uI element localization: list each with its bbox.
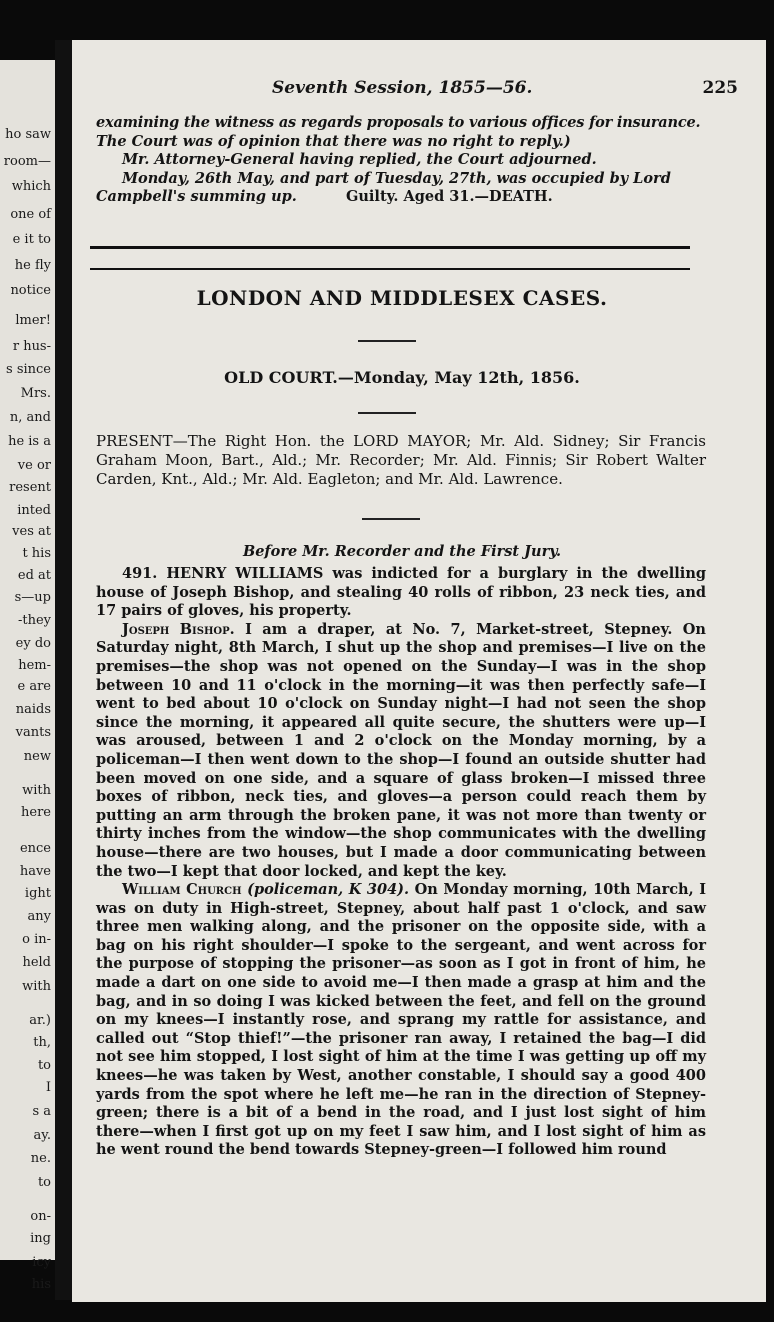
margin-fragment: ves at bbox=[12, 524, 51, 539]
margin-fragment: s since bbox=[6, 362, 51, 377]
margin-fragment: naids bbox=[15, 702, 51, 717]
divider-1 bbox=[358, 340, 416, 342]
prior-line-4: Monday, 26th May, and part of Tuesday, 27th, was occupied by Lord bbox=[122, 169, 671, 187]
present-text: PRESENT—The Right Hon. the LORD MAYOR; Mr. Ald. Sidney; Sir Francis Graham Moon, Bart., Ald.; Mr. Recorder; Mr. Ald. Finnis; Sir Robert Walter Carden, Knt., Ald.; Mr. Ald. Eagleton; and Mr. Ald. Lawrence. bbox=[96, 432, 706, 488]
margin-fragment: ay. bbox=[33, 1128, 51, 1143]
margin-fragment: his bbox=[31, 1277, 51, 1292]
prior-line-3: Mr. Attorney-General having replied, the Court adjourned. bbox=[122, 151, 597, 169]
margin-fragment: ar.) bbox=[29, 1013, 51, 1028]
before-jury: Before Mr. Recorder and the First Jury. bbox=[242, 543, 562, 560]
witness-role-church: (policeman, K 304). bbox=[247, 881, 410, 899]
margin-fragment: with bbox=[22, 783, 51, 798]
margin-fragment: he fly bbox=[14, 258, 51, 273]
margin-fragment: e it to bbox=[12, 232, 51, 247]
margin-fragment: hem- bbox=[18, 658, 51, 673]
margin-fragment: r hus- bbox=[12, 339, 51, 354]
book-gutter bbox=[55, 40, 73, 1300]
running-title: Seventh Session, 1855—56. bbox=[272, 78, 533, 98]
margin-fragment: inted bbox=[17, 503, 51, 518]
margin-fragment: have bbox=[19, 864, 51, 879]
case-indictment: 491. HENRY WILLIAMS was indicted for a burglary in the dwelling house of Joseph Bishop, and stealing 40 rolls of ribbon, 23 neck ties, and 17 pairs of gloves, his property. bbox=[96, 565, 706, 620]
margin-fragment: ed at bbox=[17, 568, 51, 583]
bishop-testimony bbox=[96, 621, 706, 881]
prior-line-1: examining the witness as regards proposals to various offices for insurance. bbox=[96, 114, 701, 131]
margin-fragment: t his bbox=[22, 546, 51, 561]
margin-fragment: th, bbox=[33, 1035, 51, 1050]
prior-case-ending bbox=[96, 114, 706, 207]
double-rule-bottom bbox=[90, 268, 690, 270]
court-date: OLD COURT.—Monday, May 12th, 1856. bbox=[224, 368, 580, 387]
church-testimony bbox=[96, 881, 706, 1160]
facing-page-fragment bbox=[0, 60, 55, 1292]
margin-fragment: one of bbox=[10, 207, 51, 222]
margin-fragment: which bbox=[11, 179, 51, 194]
verdict: Guilty. Aged 31.—DEATH. bbox=[346, 188, 553, 206]
margin-fragment: any bbox=[27, 909, 51, 924]
margin-fragment: n, and bbox=[9, 410, 51, 425]
margin-fragment: notice bbox=[10, 283, 51, 298]
section-title: LONDON AND MIDDLESEX CASES. bbox=[196, 286, 608, 310]
church-text: On Monday morning, 10th March, I was on duty in High-street, Stepney, about half past 1 o'clock, and saw three men walking along, and the prisoner on the opposite side, with a bag on his right shoulder—I spoke to the sergeant, and went across for the purpose of stopping the prisoner—as soon as I got in front of him, he made a dart on one side to avoid me—I then made a grasp at him and the bag, and in so doing I was kicked between the feet, and fell on the ground on my knees—I instantly rose, and sprang my rattle for assistance, and called out “Stop thief!”—the prisoner ran away, I retained the bag—I did not see him stopped, I lost sight of him at the time I was getting up off my knees—he was taken by West, another constable, I should say a good 400 yards from the spot where he left me—he ran in the direction of Stepney-green; there is a bit of a bend in the road, and I just lost sight of him there—when I first got up on my feet I saw him, and I lost sight of him as he went round the bend towards Stepney-green—I followed him round bbox=[96, 881, 706, 1159]
margin-fragment: I bbox=[45, 1080, 51, 1095]
margin-fragment: ence bbox=[19, 841, 51, 856]
prior-line-5: Campbell's summing up. bbox=[96, 188, 297, 206]
margin-fragment: s—up bbox=[14, 590, 51, 605]
prior-line-2: The Court was of opinion that there was no right to reply.) bbox=[96, 132, 571, 150]
margin-fragment: room— bbox=[3, 154, 51, 169]
margin-fragment: -they bbox=[17, 613, 51, 628]
margin-fragment: to bbox=[37, 1058, 51, 1073]
bishop-text: I am a draper, at No. 7, Market-street, Stepney. On Saturday night, 8th March, I shut up the shop and premises—I live on the premises—the shop was not opened on the Sunday—I was in the shop between 10 and 11 o'clock in the morning—it was then perfectly safe—I went to bed about 10 o'clock on Sunday night—I had not seen the shop since the morning, it appeared all quite secure, the shutters were up—I was aroused, between 1 and 2 o'clock on the Monday morning, by a policeman—I then went down to the shop—I found an outside shutter had been moved on one side, and a square of glass broken—I missed three boxes of ribbon, neck ties, and gloves—a person could reach them by putting an arm through the broken pane, it was not more than twenty or thirty inches from the window—the shop communicates with the dwelling house—there are two houses, but I made a door communicating between the two—I kept that door locked, and kept the key. bbox=[96, 620, 706, 880]
page-number: 225 bbox=[702, 78, 738, 98]
margin-fragment: held bbox=[22, 955, 51, 970]
margin-fragment: here bbox=[21, 805, 51, 820]
margin-fragment: ing bbox=[30, 1231, 51, 1246]
margin-fragment: resent bbox=[9, 480, 51, 495]
margin-fragment: s a bbox=[32, 1104, 51, 1119]
margin-fragment: he is a bbox=[8, 434, 51, 449]
divider-2 bbox=[358, 412, 416, 414]
margin-fragment: lmer! bbox=[15, 313, 51, 328]
witness-name-bishop: Joseph Bishop. bbox=[122, 620, 235, 638]
margin-fragment: ho saw bbox=[5, 127, 51, 142]
running-header bbox=[72, 78, 766, 98]
margin-fragment: to bbox=[37, 1175, 51, 1190]
book-page bbox=[72, 40, 766, 1302]
margin-fragment: icy bbox=[32, 1255, 51, 1270]
witness-name-church: William Church bbox=[122, 881, 242, 899]
margin-fragment: e are bbox=[17, 679, 51, 694]
margin-fragment: Mrs. bbox=[20, 386, 51, 401]
case-body bbox=[96, 565, 706, 1160]
present-list bbox=[96, 432, 706, 489]
margin-fragment: ne. bbox=[30, 1151, 51, 1166]
margin-fragment: ight bbox=[24, 886, 51, 901]
margin-fragment: ve or bbox=[17, 458, 51, 473]
double-rule-top bbox=[90, 246, 690, 249]
margin-fragment: vants bbox=[15, 725, 51, 740]
margin-fragment: o in- bbox=[22, 932, 51, 947]
margin-fragment: new bbox=[23, 749, 51, 764]
margin-fragment: on- bbox=[30, 1209, 51, 1224]
divider-3 bbox=[362, 518, 420, 520]
margin-fragment: with bbox=[22, 979, 51, 994]
margin-fragment: ey do bbox=[15, 636, 51, 651]
